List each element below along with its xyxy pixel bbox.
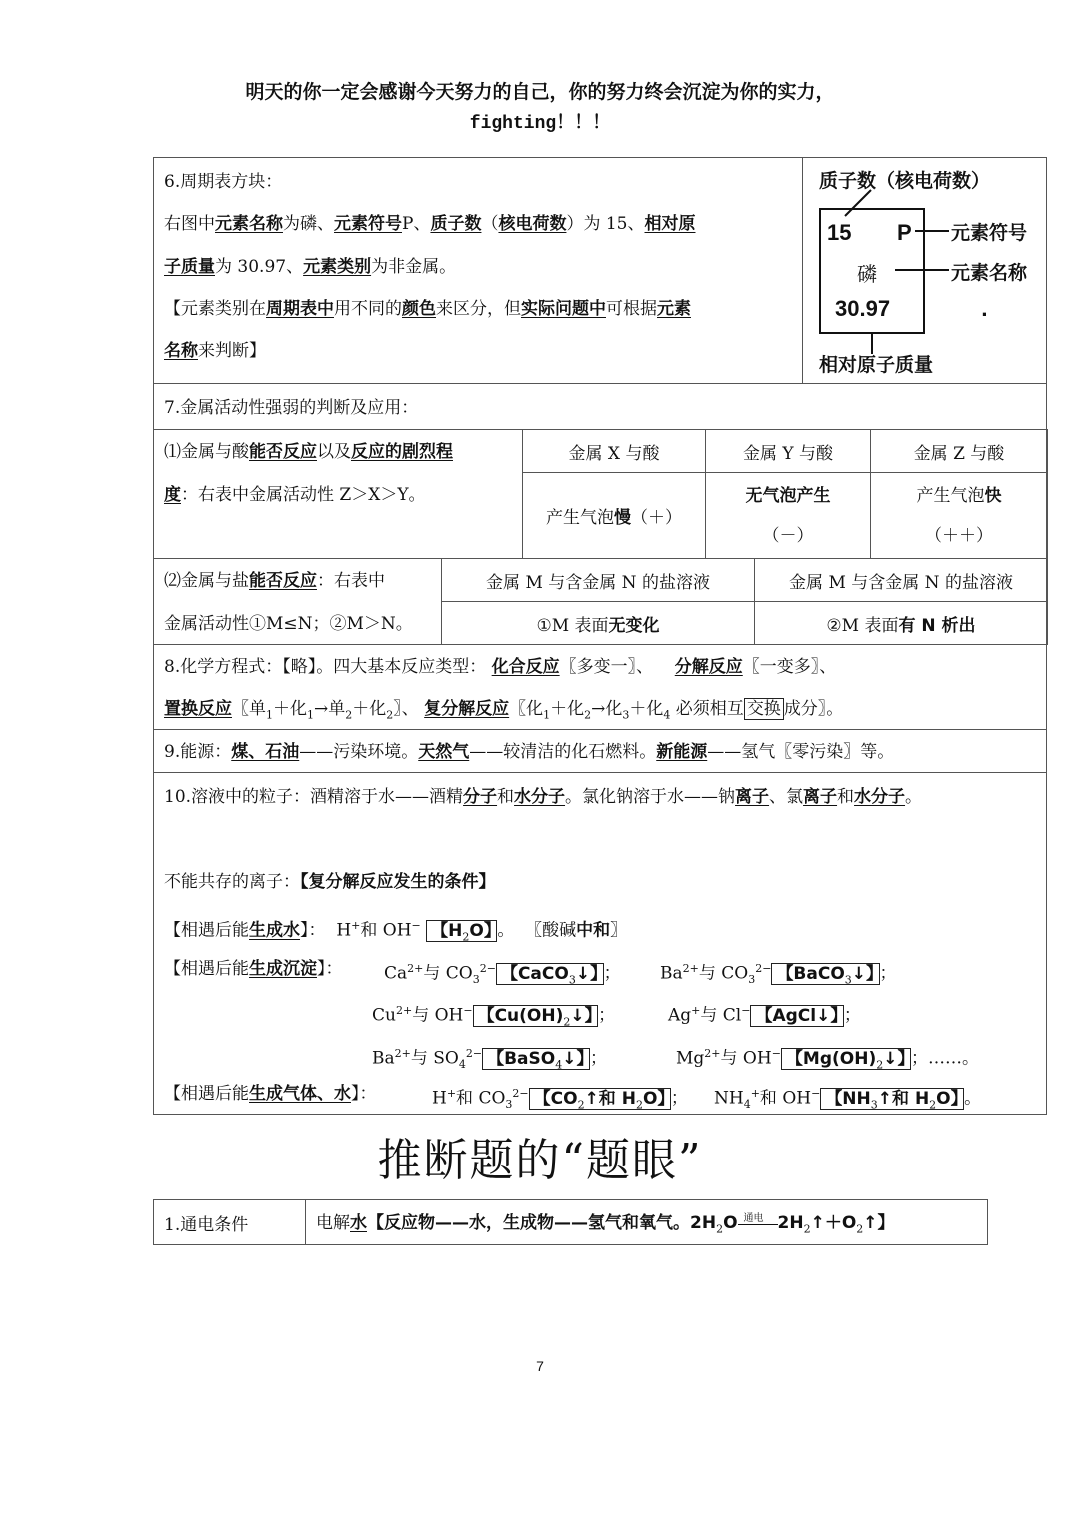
s7-title: 7.金属活动性强弱的判断及应用：	[164, 398, 419, 418]
salt-cell-1: ①M 表面无变化	[442, 602, 755, 645]
motto-line-1: 明天的你一定会感谢今天努力的自己，你的努力终会沉淀为你的实力，	[245, 81, 835, 103]
s10-line-2: 不能共存的离子：【复分解反应发生的条件】	[164, 872, 496, 892]
header-metal-y: 金属 Y 与酸	[706, 430, 871, 473]
s7-p2-line-2: 金属活动性①M≤N；②M＞N。	[164, 614, 413, 634]
s7-p1-line-2: 度：右表中金属活动性 Z＞X＞Y。	[164, 485, 426, 505]
precip-ba-co3: $Ba^{2+}$与 $CO_3^{2-}$ 【BaCO$_3$↓】 ；	[660, 962, 897, 987]
inference-table	[153, 1199, 988, 1245]
s6-title: 6.周期表方块：	[164, 172, 283, 192]
precip-mg: $Mg^{2+}$与 OH− 【$Mg(OH)_2↓$】 ；……。	[676, 1047, 979, 1072]
precip-cu: $Cu^{2+}$与 OH− 【$Cu(OH)_2↓$】 ；	[372, 1004, 616, 1029]
section-energy	[153, 729, 1047, 773]
section-title-inference: 推断题的“题眼”	[377, 1135, 703, 1186]
cell-metal-z: 产生气泡快 （＋＋）	[871, 473, 1048, 559]
precip-ca: $Ca^{2+}$与 $CO_3^{2-}$ 【CaCO$_3$↓】 ；	[384, 962, 621, 987]
atomic-mass: 30.97	[835, 296, 891, 321]
header-metal-z: 金属 Z 与酸	[871, 430, 1048, 473]
atomic-number: 15	[827, 220, 852, 245]
periodic-cell-figure	[802, 158, 1048, 384]
row-text-electrolysis: 电解水【反应物——水，生成物——氢气和氧气。$2H_2O$ 通电 $2H_2↑+O_2↑$】	[306, 1200, 988, 1245]
s8-line-2: 置换反应〖单$_1$＋化$_1$→单$_2$＋化$_2$〗、 复分解反应〖化$_1$＋化$_2$→化$_3$＋化$_4$ 必须相互 交换 成分〗。	[164, 699, 844, 722]
s6-line-3: 子质量为 30.97、元素类别为非金属。	[164, 257, 457, 277]
s8-line-1: 8.化学方程式：【略】。四大基本反应类型： 化合反应〖多变一〗、 分解反应〖一变多〗、	[164, 657, 837, 677]
s10-water-line: 【相遇后能生成水】： H+和 OH− 【$H_2O$】 。 〖酸碱中和〗	[164, 919, 628, 944]
salt-cell-2: ②M 表面有 N 析出	[755, 602, 1048, 645]
label-proton-number: 质子数（核电荷数）	[819, 170, 991, 192]
element-symbol: P	[897, 220, 912, 245]
section-particles	[153, 772, 1047, 1115]
precip-ba-so4: $Ba^{2+}$与 $SO_4^{2-}$ 【BaSO$_4$↓】 ；	[372, 1047, 607, 1072]
label-element-name: 元素名称	[951, 262, 1028, 284]
gas-nh4: $NH_4^+$和 OH− 【$NH_3↑$和 $H_2O$】 。	[714, 1087, 982, 1112]
element-name: 磷	[857, 262, 877, 286]
s10-precip-label: 【相遇后能生成沉淀】：	[164, 959, 343, 979]
acid-reaction-table	[522, 429, 1048, 559]
s7-p1-line-1: ⑴金属与酸能否反应以及反应的剧烈程	[164, 442, 453, 462]
precip-ag: Ag+与 Cl− 【AgCl↓】 ；	[668, 1004, 861, 1026]
stray-dot: .	[981, 300, 988, 321]
cell-metal-y: 无气泡产生 （－）	[706, 473, 871, 559]
section-equations	[153, 644, 1047, 730]
gas-co3: H+和 $CO_3^{2-}$ 【$CO_2↑$和 $H_2O$】 ；	[432, 1087, 688, 1112]
section-periodic-cell	[153, 157, 1047, 384]
salt-header-2: 金属 M 与含金属 N 的盐溶液	[755, 559, 1048, 602]
s7-p2-line-1: ⑵金属与盐能否反应：右表中	[164, 571, 385, 591]
motto-line-2: fighting！！！	[469, 114, 611, 134]
section-metal-activity	[153, 383, 1047, 645]
s6-line-5: 名称来判断】	[164, 341, 266, 361]
salt-header-1: 金属 M 与含金属 N 的盐溶液	[442, 559, 755, 602]
header-metal-x: 金属 X 与酸	[523, 430, 706, 473]
s6-line-4: 【元素类别在周期表中用不同的颜色来区分，但实际问题中可根据元素	[164, 299, 691, 319]
motto-header	[0, 76, 1080, 140]
s6-line-2: 右图中元素名称为磷、元素符号P、质子数（核电荷数）为 15、相对原	[164, 214, 696, 234]
s9-line: 9.能源：煤、石油——污染环境。天然气——较清洁的化石燃料。新能源——氢气〖零污染〗等。	[164, 742, 895, 762]
row-label-electrolysis: 1.通电条件	[154, 1200, 306, 1245]
label-atomic-mass: 相对原子质量	[819, 354, 934, 376]
salt-reaction-table	[441, 558, 1048, 645]
page-number: 7	[536, 1358, 544, 1374]
s10-gas-label: 【相遇后能生成气体、水】：	[164, 1084, 377, 1104]
s10-line-1: 10.溶液中的粒子：酒精溶于水——酒精分子和水分子。氯化钠溶于水——钠离子、氯离子和水分子。	[164, 787, 923, 807]
element-cell	[819, 208, 925, 334]
cell-metal-x: 产生气泡慢（＋）	[523, 473, 706, 559]
label-element-symbol: 元素符号	[951, 222, 1028, 244]
